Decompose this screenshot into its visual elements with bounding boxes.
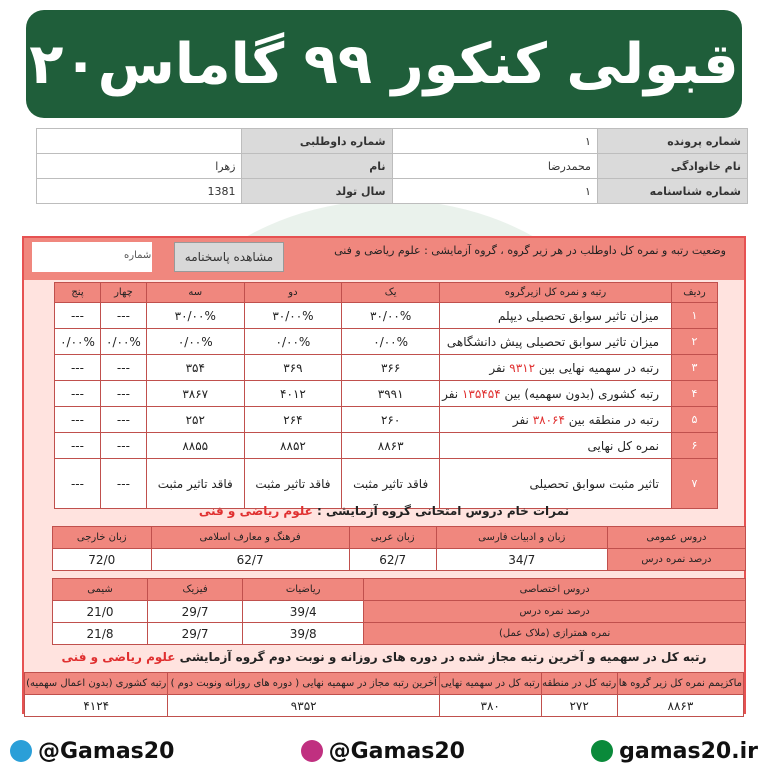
view-answer-sheet-button[interactable]: مشاهده پاسخنامه bbox=[174, 242, 284, 272]
instagram-handle-text: @Gamas20 bbox=[328, 738, 465, 764]
table-cell: --- bbox=[55, 433, 101, 459]
table-cell: ۴۱۲۴ bbox=[25, 695, 168, 717]
row-label: نمره همترازی (ملاک عمل) bbox=[364, 623, 746, 645]
row-label bbox=[440, 355, 672, 381]
final-rank-title-text: رتبه کل در سهمیه و آخرین رتبه مجاز شده در دوره های روزانه و نوبت دوم گروه آزمایشی bbox=[175, 650, 707, 664]
table-cell: ۳۶۶ bbox=[342, 355, 440, 381]
raw-scores-title-text: نمرات خام دروس امتحانی گروه آزمایشی : bbox=[312, 504, 570, 518]
row-header: دروس اختصاصی bbox=[364, 579, 746, 601]
table-row bbox=[53, 549, 746, 571]
table-cell: 29/7 bbox=[148, 623, 243, 645]
column-header: یک bbox=[342, 283, 440, 303]
table-cell: ۳۸۶۷ bbox=[146, 381, 244, 407]
row-label-suffix: نفر bbox=[512, 412, 533, 427]
column-header: سه bbox=[146, 283, 244, 303]
column-header: رتبه کشوری (بدون اعمال سهمیه) bbox=[25, 673, 168, 695]
promo-banner bbox=[26, 10, 742, 118]
website-icon bbox=[591, 740, 613, 762]
table-cell: ۲۵۲ bbox=[146, 407, 244, 433]
table-cell: فاقد تاثیر مثبت bbox=[342, 459, 440, 509]
raw-scores-title bbox=[24, 504, 744, 518]
table-cell: ۳۹۹۱ bbox=[342, 381, 440, 407]
table-cell: 39/4 bbox=[243, 601, 364, 623]
specialized-courses-table bbox=[52, 578, 746, 645]
row-label: نمره کل نهایی bbox=[440, 433, 672, 459]
row-label: تاثیر مثبت سوابق تحصیلی bbox=[440, 459, 672, 509]
table-cell: 21/8 bbox=[53, 623, 148, 645]
telegram-handle[interactable] bbox=[10, 739, 174, 764]
row-number: ۱ bbox=[672, 303, 718, 329]
final-rank-title-group: علوم ریاضی و فنی bbox=[61, 650, 176, 664]
footer bbox=[0, 734, 768, 768]
row-label: درصد نمره درس bbox=[607, 549, 745, 571]
column-header: زبان و ادبیات فارسی bbox=[436, 527, 607, 549]
table-cell: --- bbox=[55, 303, 101, 329]
status-header bbox=[24, 238, 744, 280]
table-row bbox=[55, 355, 718, 381]
info-label: شماره داوطلبی bbox=[242, 129, 392, 154]
info-value: محمدرضا bbox=[392, 154, 597, 179]
row-header: دروس عمومی bbox=[607, 527, 745, 549]
table-cell: ۳۶۹ bbox=[244, 355, 342, 381]
row-number: ۶ bbox=[672, 433, 718, 459]
table-cell: فاقد تاثیر مثبت bbox=[244, 459, 342, 509]
table-cell: ۴۰۱۲ bbox=[244, 381, 342, 407]
row-number: ۷ bbox=[672, 459, 718, 509]
row-label-suffix: نفر bbox=[442, 386, 462, 401]
final-rank-title bbox=[24, 650, 744, 664]
row-label-text: رتبه در منطقه بین bbox=[564, 412, 659, 427]
column-header: فیزیک bbox=[148, 579, 243, 601]
table-cell: --- bbox=[100, 355, 146, 381]
candidate-info-table bbox=[36, 128, 748, 204]
column-header: پنج bbox=[55, 283, 101, 303]
row-label-count: ۳۸۰۶۴ bbox=[532, 412, 565, 427]
table-cell: ۰/۰۰% bbox=[55, 329, 101, 355]
table-cell: ۹۳۵۲ bbox=[168, 695, 439, 717]
table-cell: ۲۶۴ bbox=[244, 407, 342, 433]
column-header: زبان عربی bbox=[349, 527, 436, 549]
table-cell: --- bbox=[100, 407, 146, 433]
info-value: ۱ bbox=[392, 129, 597, 154]
table-cell: ۰/۰۰% bbox=[244, 329, 342, 355]
table-row bbox=[53, 623, 746, 645]
final-rank-table bbox=[24, 672, 744, 717]
info-label: نام bbox=[242, 154, 392, 179]
column-header: دو bbox=[244, 283, 342, 303]
raw-scores-title-group: علوم ریاضی و فنی bbox=[198, 504, 313, 518]
table-cell: --- bbox=[55, 459, 101, 509]
row-number: ۴ bbox=[672, 381, 718, 407]
table-cell: ۸۸۵۲ bbox=[244, 433, 342, 459]
row-label bbox=[440, 381, 672, 407]
rank-table bbox=[54, 282, 718, 509]
info-label: نام خانوادگی bbox=[597, 154, 747, 179]
row-label: میزان تاثیر سوابق تحصیلی دیپلم bbox=[440, 303, 672, 329]
info-value: زهرا bbox=[37, 154, 242, 179]
table-cell: ۳۰/۰۰% bbox=[146, 303, 244, 329]
table-cell: 62/7 bbox=[151, 549, 349, 571]
info-label: شماره پرونده bbox=[597, 129, 747, 154]
table-cell: 21/0 bbox=[53, 601, 148, 623]
table-cell: ۳۸۰ bbox=[439, 695, 541, 717]
column-header: شیمی bbox=[53, 579, 148, 601]
table-cell: 39/8 bbox=[243, 623, 364, 645]
table-cell: --- bbox=[55, 407, 101, 433]
table-row bbox=[55, 407, 718, 433]
column-header: فرهنگ و معارف اسلامی bbox=[151, 527, 349, 549]
row-number: ۵ bbox=[672, 407, 718, 433]
instagram-icon bbox=[301, 740, 323, 762]
row-label-count: ۹۳۱۲ bbox=[509, 360, 536, 375]
column-header: چهار bbox=[100, 283, 146, 303]
column-header: ماکزیمم نمره کل زیر گروه ها bbox=[617, 673, 743, 695]
table-cell: --- bbox=[100, 459, 146, 509]
table-row bbox=[55, 381, 718, 407]
table-cell: 29/7 bbox=[148, 601, 243, 623]
row-label: میزان تاثیر سوابق تحصیلی پیش دانشگاهی bbox=[440, 329, 672, 355]
column-header: رتبه و نمره کل ازیرگروه bbox=[440, 283, 672, 303]
redacted-field-label: شماره bbox=[124, 250, 152, 261]
table-cell: --- bbox=[100, 381, 146, 407]
table-cell: ۰/۰۰% bbox=[342, 329, 440, 355]
row-label-suffix: نفر bbox=[489, 360, 510, 375]
table-row bbox=[55, 433, 718, 459]
table-cell: ۸۸۵۵ bbox=[146, 433, 244, 459]
row-label: درصد نمره درس bbox=[364, 601, 746, 623]
table-cell: 62/7 bbox=[349, 549, 436, 571]
website-link-text: gamas20.ir bbox=[619, 738, 758, 764]
column-header: زبان خارجی bbox=[53, 527, 152, 549]
table-cell: --- bbox=[55, 381, 101, 407]
row-label-text: رتبه در سهمیه نهایی بین bbox=[535, 360, 659, 375]
info-value: ۱ bbox=[392, 179, 597, 204]
telegram-icon bbox=[10, 740, 32, 762]
row-label bbox=[440, 407, 672, 433]
table-row bbox=[25, 695, 744, 717]
table-cell: --- bbox=[100, 303, 146, 329]
table-cell: ۰/۰۰% bbox=[100, 329, 146, 355]
info-label: شماره شناسنامه bbox=[597, 179, 747, 204]
result-panel bbox=[22, 236, 746, 714]
column-header: رتبه کل در سهمیه نهایی bbox=[439, 673, 541, 695]
info-value bbox=[37, 129, 242, 154]
row-number: ۳ bbox=[672, 355, 718, 381]
table-cell: ۲۶۰ bbox=[342, 407, 440, 433]
table-cell: فاقد تاثیر مثبت bbox=[146, 459, 244, 509]
table-cell: --- bbox=[55, 355, 101, 381]
redacted-field bbox=[32, 242, 152, 272]
website-link[interactable] bbox=[591, 739, 758, 764]
banner-title: قبولی کنکور ۹۹ گاماس۲۰ bbox=[29, 31, 739, 97]
telegram-handle-text: @Gamas20 bbox=[38, 738, 175, 764]
column-header: رتبه کل در منطقه bbox=[541, 673, 617, 695]
row-number: ۲ bbox=[672, 329, 718, 355]
row-label-text: رتبه کشوری (بدون سهمیه) بین bbox=[500, 386, 659, 401]
general-courses-table bbox=[52, 526, 746, 571]
column-header: ریاضیات bbox=[243, 579, 364, 601]
table-cell: ۲۷۲ bbox=[541, 695, 617, 717]
table-row bbox=[55, 459, 718, 509]
column-header: ردیف bbox=[672, 283, 718, 303]
table-cell: ۸۸۶۳ bbox=[342, 433, 440, 459]
status-header-text: وضعیت رتبه و نمره کل داوطلب در هر زیر گروه ، گروه آزمایشی : علوم ریاضی و فنی bbox=[334, 244, 726, 257]
table-row bbox=[53, 601, 746, 623]
info-label: سال تولد bbox=[242, 179, 392, 204]
table-row bbox=[55, 329, 718, 355]
row-label-count: ۱۳۵۴۵۴ bbox=[461, 386, 501, 401]
column-header: آخرین رتبه مجاز در سهمیه نهایی ( دوره های روزانه ونوبت دوم ) bbox=[168, 673, 439, 695]
table-cell: 34/7 bbox=[436, 549, 607, 571]
instagram-handle[interactable] bbox=[301, 739, 465, 764]
table-cell: --- bbox=[100, 433, 146, 459]
table-cell: ۳۵۴ bbox=[146, 355, 244, 381]
table-cell: 72/0 bbox=[53, 549, 152, 571]
table-cell: ۳۰/۰۰% bbox=[244, 303, 342, 329]
table-row bbox=[55, 303, 718, 329]
table-cell: ۰/۰۰% bbox=[146, 329, 244, 355]
info-value: 1381 bbox=[37, 179, 242, 204]
table-cell: ۳۰/۰۰% bbox=[342, 303, 440, 329]
table-cell: ۸۸۶۳ bbox=[617, 695, 743, 717]
